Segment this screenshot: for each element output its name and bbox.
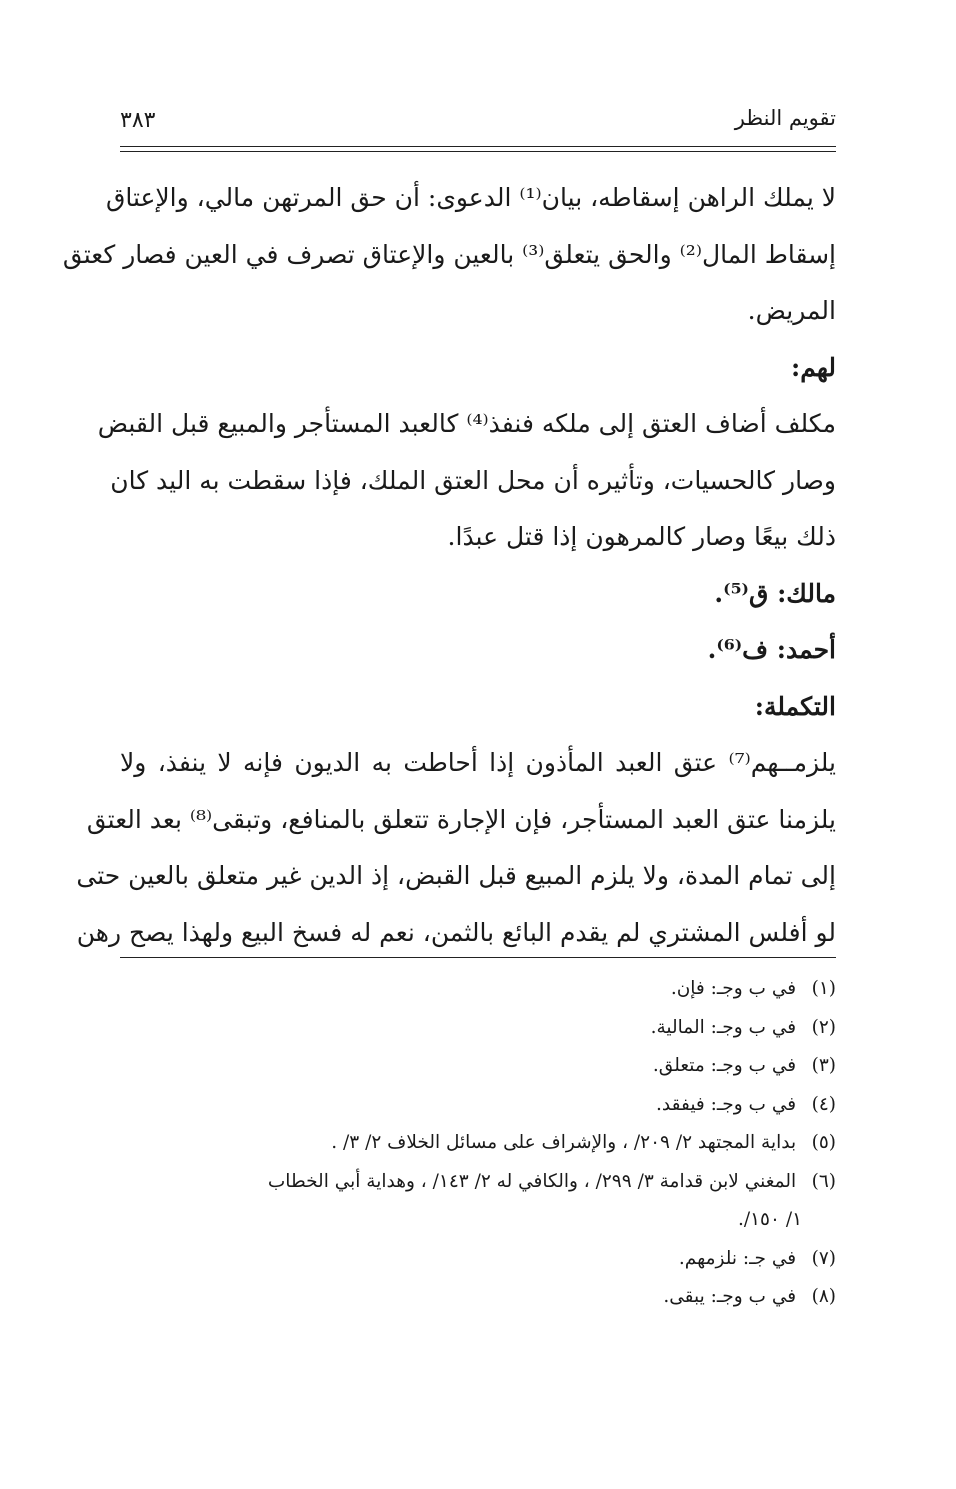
text-line: وصار كالحسيات، وتأثيره أن محل العتق الملك، فإذا سقطت به اليد كان bbox=[110, 465, 836, 495]
footnote-number: (٦) bbox=[811, 1170, 836, 1192]
footnote-text: المغني لابن قدامة ٣/ ٢٩٩/ ، والكافي له ٢/ ١٤٣/ ، وهداية أبي الخطاب bbox=[267, 1170, 797, 1192]
footnote-continuation bbox=[120, 1201, 836, 1240]
footnote bbox=[120, 1240, 836, 1279]
text-line: المريض. bbox=[747, 296, 836, 325]
footnote-text: في ب وجـ: متعلق. bbox=[652, 1055, 797, 1076]
footnote-text: في ب وجـ: المالية. bbox=[650, 1016, 797, 1038]
text-line: يلزمنا عتق العبد المستأجر، فإن الإجارة تتعلق بالمنافع، وتبقى⁽⁸⁾ بعد العتق bbox=[86, 804, 836, 834]
footnote-number: (٥) bbox=[811, 1132, 836, 1153]
footnote bbox=[120, 1278, 836, 1317]
footnote-number: (١) bbox=[811, 978, 836, 999]
page-header bbox=[120, 100, 836, 144]
footnote bbox=[120, 1163, 836, 1202]
header-rule bbox=[120, 146, 836, 147]
page-number: ٣٨٣ bbox=[120, 108, 156, 133]
footnote bbox=[120, 1047, 836, 1086]
footnote-number: (٤) bbox=[811, 1093, 836, 1115]
footnote-number: (٢) bbox=[811, 1016, 836, 1038]
footnote bbox=[120, 1086, 836, 1125]
footnote-text: في جـ: نلزمهم. bbox=[678, 1247, 797, 1269]
footnote-text: بداية المجتهد ٢/ ٢٠٩/ ، والإشراف على مسائل الخلاف ٢/ ٣/ . bbox=[331, 1132, 797, 1153]
running-title: تقويم النظر bbox=[734, 106, 836, 130]
text-line: إسقاط المال⁽²⁾ والحق يتعلق⁽³⁾ بالعين والإعتاق تصرف في العين فصار كعتق bbox=[62, 239, 836, 269]
footnote-text: في ب وجـ: فيفقد. bbox=[656, 1093, 797, 1115]
footnote-number: (٣) bbox=[811, 1055, 836, 1076]
text-line: إلى تمام المدة، ولا يلزم المبيع قبل القبض، إذ الدين غير متعلق بالعين حتى bbox=[76, 861, 836, 890]
footnote-number: (٨) bbox=[811, 1286, 836, 1307]
footnote bbox=[120, 1009, 836, 1048]
footnote bbox=[120, 970, 836, 1009]
footnote-text: في ب وجـ: فإن. bbox=[670, 978, 797, 999]
footnote-number: (٧) bbox=[811, 1247, 836, 1269]
text-line: مكلف أضاف العتق إلى ملكه فنفذ⁽⁴⁾ كالعبد المستأجر والمبيع قبل القبض bbox=[97, 409, 836, 438]
text-line: يلزمــهم⁽⁷⁾ عتق العبد المأذون إذا أحاطت به الديون فإنه لا ينفذ، ولا bbox=[120, 748, 836, 777]
header-rule-secondary bbox=[120, 151, 836, 152]
footnote-text: ١/ ١٥٠/. bbox=[738, 1209, 802, 1230]
madhhab-maliki: مالك: ق⁽⁵⁾. bbox=[714, 578, 836, 608]
text-line: لو أفلس المشتري لم يقدم البائع بالثمن، نعم له فسخ البيع ولهذا يصح رهن bbox=[76, 917, 836, 947]
footnote-text: في ب وجـ: يبقى. bbox=[663, 1286, 797, 1307]
footnote-rule bbox=[120, 957, 836, 958]
footnote bbox=[120, 1124, 836, 1163]
main-text bbox=[62, 170, 836, 961]
text-line: ذلك بيعًا وصار كالمرهون إذا قتل عبدًا. bbox=[447, 522, 836, 551]
madhhab-ahmad: أحمد: ف⁽⁶⁾. bbox=[707, 635, 836, 664]
footnotes bbox=[120, 970, 836, 1317]
section-heading: التكملة: bbox=[754, 691, 836, 721]
text-line: لا يملك الراهن إسقاطه، بيان⁽¹⁾ الدعوى: أن حق المرتهن مالي، والإعتاق bbox=[105, 183, 836, 212]
section-heading: لهم: bbox=[790, 352, 836, 382]
